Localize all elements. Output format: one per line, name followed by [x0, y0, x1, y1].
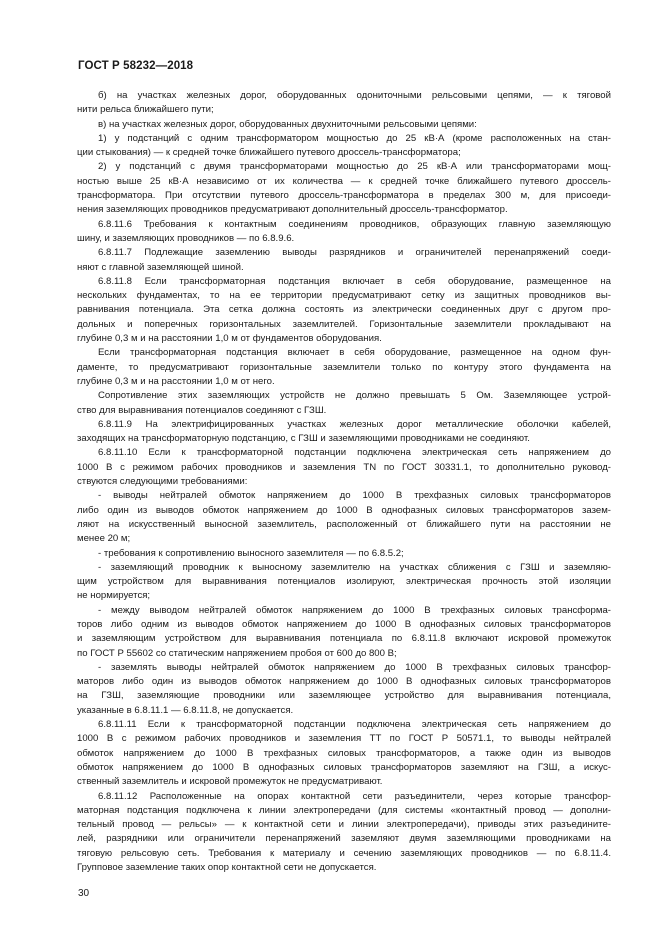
- text-line: дольных и поперечных горизонтальных заземлителей. Горизонтальные заземлители прокладывают на: [77, 318, 611, 330]
- text-line: 6.8.11.8 Если трансформаторная подстанция включает в себя оборудование, размещенное на: [98, 275, 611, 287]
- text-line: - выводы нейтралей обмоток напряжением до 1000 В трехфазных силовых трансформаторов: [98, 490, 611, 502]
- text-line: глубине 0,3 м и на расстоянии 1,0 м от него.: [77, 375, 275, 387]
- text-line: лей, разрядники или ограничители перенапряжений заземляют двумя заземляющими проводниками на: [77, 833, 611, 845]
- document-body: [77, 89, 611, 875]
- text-line: ции стыкования) — к средней точке ближайшего путевого дроссель-трансформатора;: [77, 147, 461, 159]
- text-line: 6.8.11.9 На электрифицированных участках железных дорог металлические оболочки кабелей,: [98, 418, 611, 430]
- text-line: 6.8.11.10 Если к трансформаторной подстанции подключена электрическая сеть напряжением до: [98, 447, 611, 459]
- text-line: по ГОСТ Р 55602 со статическим напряжением пробоя от 600 до 800 В;: [77, 647, 397, 659]
- text-line: 6.8.11.6 Требования к контактным соединениям проводников, образующих главную заземляющую: [98, 218, 611, 230]
- text-line: Сопротивление этих заземляющих устройств не должно превышать 5 Ом. Заземляющее устрой-: [98, 390, 611, 402]
- text-line: равнивания потенциала. Эта сетка должна состоять из электрически соединенных друг с другом про-: [77, 304, 611, 316]
- text-line: 1) у подстанций с одним трансформатором мощностью до 25 кВ·А (кроме расположенных на стан-: [98, 132, 611, 144]
- page-number: 30: [78, 888, 90, 899]
- text-line: в) на участках железных дорог, оборудованных двухниточными рельсовыми цепями:: [98, 118, 477, 130]
- text-line: щим устройством для выравнивания потенциалов изолируют, электрическая прочность этой изоляции: [77, 576, 611, 588]
- text-line: и заземляющим устройством для выравнивания потенциала по 6.8.11.8 включают искровой промежуток: [77, 633, 611, 645]
- text-line: 2) у подстанций с двумя трансформаторами мощностью до 25 кВ·А или трансформаторами мощ-: [98, 161, 611, 173]
- text-line: на ГЗШ, заземляющие проводники или заземляющее устройство для выравнивания потенциала,: [77, 690, 611, 702]
- text-line: няют с главной заземляющей шиной.: [77, 261, 244, 273]
- text-line: - заземлять выводы нейтралей обмоток напряжением до 1000 В трехфазных силовых трансфор-: [98, 661, 611, 673]
- text-line: указанные в 6.8.11.1 — 6.8.11.8, не допускается.: [77, 704, 294, 716]
- text-line: нения заземляющих проводников предусматривают дополнительный дроссель-трансформатор.: [77, 204, 508, 216]
- text-line: обмоток напряжением до 1000 В трехфазных силовых трансформаторов, а также один из выводов: [77, 747, 611, 759]
- text-line: Если трансформаторная подстанция включает в себя оборудование, размещенное на одном фун-: [98, 347, 611, 359]
- text-line: тельный провод — рельсы» — к контактной сети и линии электропередачи), приводы этих разъедините-: [77, 819, 611, 831]
- text-line: б) на участках железных дорог, оборудованных одониточными рельсовыми цепями, — к тяговой: [98, 90, 611, 101]
- text-line: менее 20 м;: [77, 533, 131, 545]
- text-line: 1000 В с режимом рабочих проводников и заземления TN по ГОСТ 30331.1, то дополнительно руковод-: [77, 461, 611, 473]
- text-line: маторов либо один из выводов обмоток напряжением до 1000 В однофазных силовых трансформаторов: [77, 676, 611, 688]
- text-line: Групповое заземление таких опор контактной сети не допускается.: [77, 862, 377, 874]
- text-line: торов либо одним из выводов обмоток напряжением до 1000 В однофазных силовых трансформаторов: [77, 618, 611, 630]
- text-line: 6.8.11.7 Подлежащие заземлению выводы разрядников и ограничителей перенапряжений соеди-: [98, 247, 611, 259]
- text-line: нити рельса ближайшего пути;: [77, 104, 214, 116]
- text-line: - между выводом нейтралей обмоток напряжением до 1000 В трехфазных силовых трансформа-: [98, 604, 611, 616]
- text-line: 6.8.11.12 Расположенные на опорах контактной сети разъединители, через которые трансфор-: [98, 790, 611, 802]
- text-line: 1000 В с режимом рабочих проводников и заземления TT по ГОСТ Р 50571.1, то выводы нейтралей: [77, 733, 611, 745]
- text-line: 6.8.11.11 Если к трансформаторной подстанции подключена электрическая сеть напряжением до: [98, 719, 611, 731]
- text-line: трансформатора. При отсутствии путевого дроссель-трансформатора в пределах 300 м, для присоеди-: [77, 190, 611, 202]
- text-line: обмоток напряжением до 1000 В однофазных силовых трансформаторов заземляют на ГЗШ, а искус-: [77, 761, 611, 773]
- text-line: глубине 0,3 м и на расстоянии 1,0 м от фундаментов оборудования.: [77, 333, 382, 345]
- standard-designation: ГОСТ Р 58232—2018: [78, 60, 194, 72]
- text-line: заходящих на трансформаторную подстанцию, с ГЗШ и заземляющими проводниками не соединяют.: [77, 433, 530, 445]
- text-line: ляют на искусственный выносной заземлитель, расположенный от ближайшего пути на расстоянии не: [77, 518, 611, 530]
- text-line: - требования к сопротивлению выносного заземлителя — по 6.8.5.2;: [98, 547, 404, 559]
- text-line: ствуются следующими требованиями:: [77, 476, 248, 488]
- text-line: тяговую рельсовую сеть. Требования к материалу и сечению заземляющих проводников — по 6.8.11.4.: [77, 847, 611, 859]
- text-line: ство для выравнивания потенциалов соединяют с ГЗШ.: [77, 404, 327, 416]
- text-line: ственный заземлитель и искровой промежуток не предусматривают.: [77, 776, 383, 788]
- text-line: даменте, то предусматривают горизонтальные заземлители только по контуру этого фундамента на: [77, 361, 611, 373]
- text-line: нескольких фундаментах, то на ее территории предусматривают сетку из защитных проводников вы-: [77, 290, 611, 302]
- text-line: шину, и заземляющих проводников — по 6.8.9.6.: [77, 232, 295, 244]
- text-line: не нормируется;: [77, 590, 151, 602]
- text-line: маторная подстанция подключена к линии электропередачи (для системы «контактный провод — дополни-: [77, 804, 611, 816]
- text-line: либо один из выводов обмоток напряжением до 1000 В однофазных силовых трансформаторов зазем-: [77, 504, 611, 516]
- text-line: - заземляющий проводник к выносному заземлителю на участках сближения с ГЗШ и заземляю-: [98, 561, 611, 573]
- text-line: ностью выше 25 кВ·А независимо от их количества — к средней точке ближайшего путевого дроссель-: [77, 175, 611, 187]
